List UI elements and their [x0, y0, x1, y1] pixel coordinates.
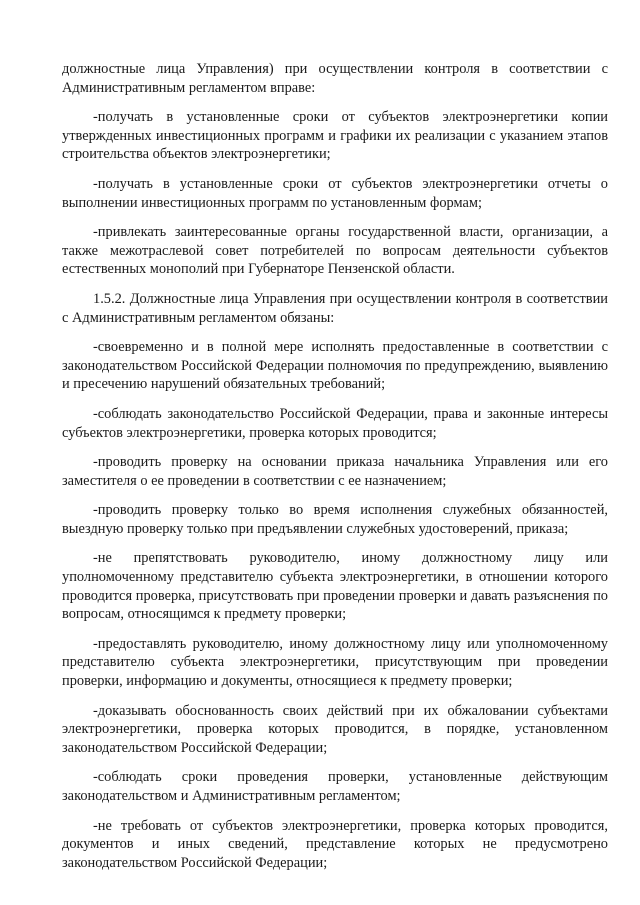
paragraph-right-involve: -привлекать заинтересованные органы государственной власти, организации, а также межотраслевой совет потребителей по вопросам деятельности субъектов естественных монополий при Губернаторе Пензенской области. — [62, 224, 608, 278]
paragraph-section-1-5-2: 1.5.2. Должностные лица Управления при осуществлении контроля в соответствии с Административным регламентом обязаны: — [62, 290, 608, 326]
paragraph-right-reports: -получать в установленные сроки от субъектов электроэнергетики отчеты о выполнении инвестиционных программ по установленным формам; — [62, 175, 608, 211]
paragraph-duty-provide-info: -предоставлять руководителю, иному должностному лицу или уполномоченному представителю субъекта электроэнергетики, присутствующим при проведении проверки, информацию и документы, относящиеся к предмету проверки; — [62, 635, 608, 690]
paragraph-duty-powers: -своевременно и в полной мере исполнять предоставленные в соответствии с законодательством Российской Федерации полномочия по предупреждению, выявлению и пресечению нарушений обязательных требований; — [62, 339, 608, 393]
paragraph-duty-not-obstruct: -не препятствовать руководителю, иному должностному лицу или уполномоченному представителю субъекта электроэнергетики, в отношении которого проводится проверка, присутствовать при проведении проверки и давать разъяснения по вопросам, относящимся к предмету проверки; — [62, 550, 608, 623]
paragraph-duty-order: -проводить проверку на основании приказа начальника Управления или его заместителя о ее проведении в соответствии с ее назначением; — [62, 454, 608, 489]
paragraph-duty-justify: -доказывать обоснованность своих действий при их обжаловании субъектами электроэнергетики, проверка которых проводится, в порядке, установленном законодательством Российской Федерации; — [62, 702, 608, 756]
paragraph-duty-deadlines: -соблюдать сроки проведения проверки, установленные действующим законодательством и Административным регламентом; — [62, 769, 608, 804]
paragraph-continuation: должностные лица Управления) при осуществлении контроля в соответствии с Административным регламентом вправе: — [62, 61, 608, 96]
paragraph-right-copies: -получать в установленные сроки от субъектов электроэнергетики копии утвержденных инвестиционных программ и графики их реализации с указанием этапов строительства объектов электроэнергетики; — [62, 109, 608, 163]
paragraph-duty-no-extra-docs: -не требовать от субъектов электроэнергетики, проверка которых проводится, документов и иных сведений, представление которых не предусмотрено законодательством Российской Федерации; — [62, 817, 608, 871]
document-body — [62, 60, 608, 872]
paragraph-duty-law: -соблюдать законодательство Российской Федерации, права и законные интересы субъектов электроэнергетики, проверка которых проводится; — [62, 405, 608, 441]
paragraph-duty-service-time: -проводить проверку только во время исполнения служебных обязанностей, выездную проверку только при предъявлении служебных удостоверений, приказа; — [62, 502, 608, 537]
